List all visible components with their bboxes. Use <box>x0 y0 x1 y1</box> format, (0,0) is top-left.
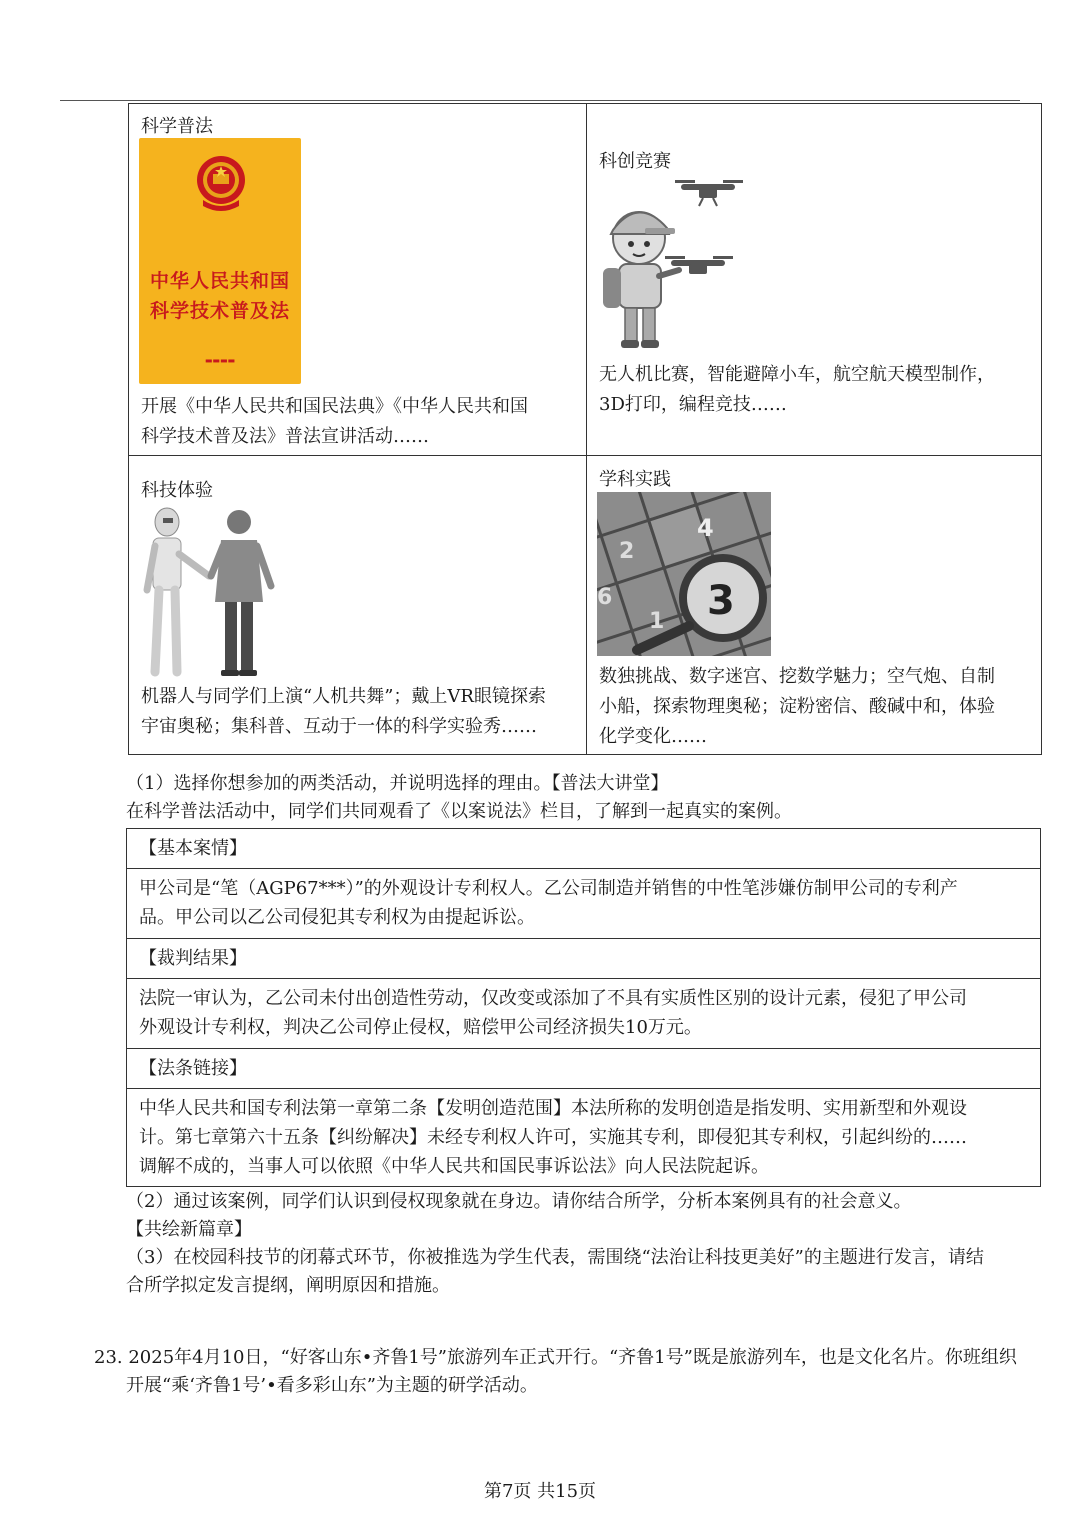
row-basic-body <box>127 869 1040 939</box>
row-law-body <box>127 1089 1040 1186</box>
cell-title: 学科实践 <box>599 469 671 490</box>
book-title-line1: 中华人民共和国 <box>149 270 290 292</box>
section-header: 【共绘新篇章】 <box>126 1219 252 1240</box>
header-rule <box>60 100 1020 101</box>
law-header: 【法条链接】 <box>139 1058 247 1079</box>
cell-title: 科学普法 <box>141 116 213 137</box>
sudoku-magnifier-icon <box>597 492 771 656</box>
question-23-line2: 开展“乘‘齐鲁1号’•看多彩山东”为主题的研学活动。 <box>126 1375 538 1396</box>
basic-line2: 品。甲公司以乙公司侵犯其专利权为由提起诉讼。 <box>139 907 535 928</box>
cell-science-law <box>129 104 587 456</box>
cell-desc-line1: 无人机比赛，智能避障小车，航空航天模型制作， <box>599 364 995 385</box>
cell-subject-practice <box>587 456 1041 754</box>
cell-desc-line1: 机器人与同学们上演“人机共舞”；戴上VR眼镜探索 <box>141 686 546 707</box>
verdict-line2: 外观设计专利权，判决乙公司停止侵权，赔偿甲公司经济损失10万元。 <box>139 1017 702 1038</box>
case-table <box>126 828 1041 1187</box>
cell-desc-line2: 小船，探索物理奥秘；淀粉密信、酸碱中和，体验 <box>599 696 995 717</box>
question-3-line2: 合所学拟定发言提纲，阐明原因和措施。 <box>126 1275 450 1296</box>
question-3-line1: （3）在校园科技节的闭幕式环节，你被推选为学生代表，需围绕“法治让科技更美好”的主题进行发言，请结 <box>126 1247 984 1268</box>
sudoku-digit-2: 2 <box>619 539 635 564</box>
row-verdict-header <box>127 939 1040 979</box>
basic-line1: 甲公司是“笔（AGP67***）”的外观设计专利权人。乙公司制造并销售的中性笔涉嫌仿制甲公司的专利产 <box>139 878 958 899</box>
question-1: （1）选择你想参加的两类活动，并说明选择的理由。【普法大讲堂】 <box>126 773 669 794</box>
case-intro: 在科学普法活动中，同学们共同观看了《以案说法》栏目，了解到一起真实的案例。 <box>126 801 792 822</box>
sudoku-magnifier-image <box>597 492 771 656</box>
question-2: （2）通过该案例，同学们认识到侵权现象就在身边。请你结合所学，分析本案例具有的社会意义。 <box>126 1191 912 1212</box>
cell-desc-line2: 宇宙奥秘；集科普、互动于一体的科学实验秀…… <box>141 716 537 737</box>
robot-handshake-icon <box>139 506 289 678</box>
sudoku-digit-1: 1 <box>649 609 665 634</box>
cell-tech-experience <box>129 456 587 754</box>
activity-grid <box>128 103 1042 755</box>
cell-title: 科技体验 <box>141 480 213 501</box>
law-line1: 中华人民共和国专利法第一章第二条【发明创造范围】本法所称的发明创造是指发明、实用新型和外观设 <box>139 1098 967 1119</box>
verdict-header: 【裁判结果】 <box>139 948 247 969</box>
boy-with-drones-icon <box>595 176 755 352</box>
national-emblem-icon <box>195 154 247 214</box>
book-publisher-mark: ▬▬▬▬ <box>204 356 236 365</box>
question-23-line1: 23. 2025年4月10日，“好客山东•齐鲁1号”旅游列车正式开行。“齐鲁1号”既是旅游列车，也是文化名片。你班组织 <box>94 1347 1017 1368</box>
sudoku-digit-4: 4 <box>697 514 714 542</box>
cell-desc-line1: 数独挑战、数字迷宫、挖数学魅力；空气炮、自制 <box>599 666 995 687</box>
row-law-header <box>127 1049 1040 1089</box>
book-title-line2: 科学技术普及法 <box>149 300 290 322</box>
law-line3: 调解不成的，当事人可以依照《中华人民共和国民事诉讼法》向人民法院起诉。 <box>139 1156 769 1177</box>
cell-desc-line1: 开展《中华人民共和国民法典》《中华人民共和国 <box>141 396 528 417</box>
cell-desc-line3: 化学变化…… <box>599 726 707 747</box>
page-footer: 第7页 共15页 <box>483 1481 597 1502</box>
sudoku-digit-3: 3 <box>707 578 735 624</box>
cell-title: 科创竞赛 <box>599 151 671 172</box>
cell-innovation-contest <box>587 104 1041 456</box>
cell-desc-line2: 3D打印，编程竞技…… <box>599 394 787 415</box>
law-book-cover-image <box>139 138 301 384</box>
cell-desc-line2: 科学技术普及法》普法宣讲活动…… <box>141 426 429 447</box>
row-verdict-body <box>127 979 1040 1049</box>
sudoku-digit-6: 6 <box>597 585 613 610</box>
basic-header: 【基本案情】 <box>139 838 247 859</box>
verdict-line1: 法院一审认为，乙公司未付出创造性劳动，仅改变或添加了不具有实质性区别的设计元素，侵犯了甲公司 <box>139 988 967 1009</box>
row-basic-header <box>127 829 1040 869</box>
law-line2: 计。第七章第六十五条【纠纷解决】未经专利权人许可，实施其专利，即侵犯其专利权，引起纠纷的…… <box>139 1127 967 1148</box>
